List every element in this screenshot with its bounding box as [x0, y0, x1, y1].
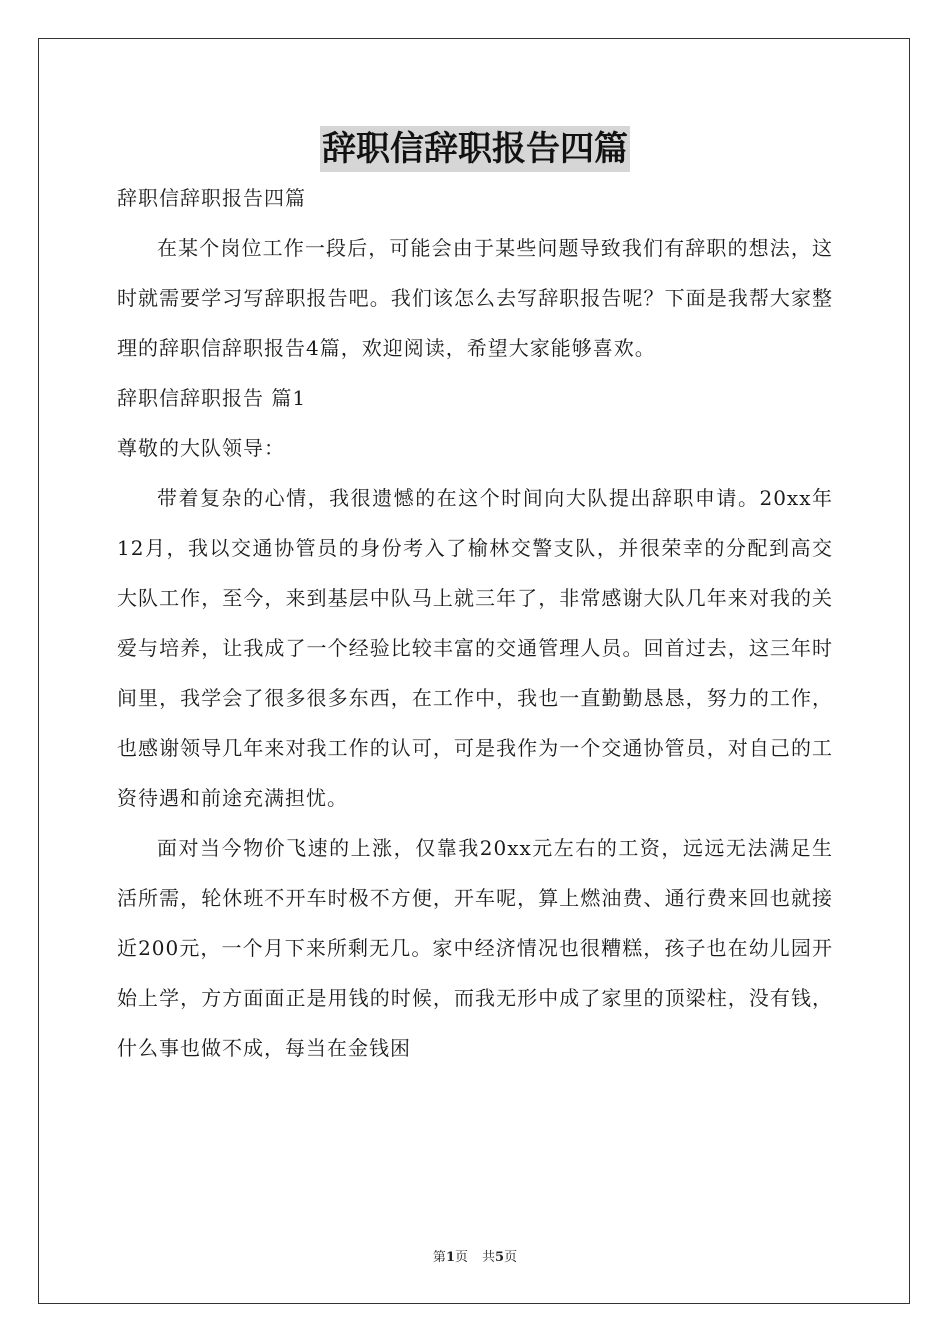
- page-current: 1: [445, 1250, 455, 1265]
- page-suffix: 页: [454, 1250, 468, 1265]
- page-prefix: 第: [432, 1250, 446, 1265]
- section-heading: 辞职信辞职报告 篇1: [117, 386, 307, 410]
- total-suffix: 页: [504, 1250, 518, 1265]
- document-title: 辞职信辞职报告四篇: [320, 126, 630, 172]
- document-subtitle: 辞职信辞职报告四篇: [117, 186, 306, 210]
- body-paragraph-1: 带着复杂的心情，我很遗憾的在这个时间向大队提出辞职申请。20xx年12月，我以交通协管员的身份考入了榆林交警支队，并很荣幸的分配到高交大队工作，至今，来到基层中队马上就三年了，非常感谢大队几年来对我的关爱与培养，让我成了一个经验比较丰富的交通管理人员。回首过去，这三年时间里，我学会了很多很多东西，在工作中，我也一直勤勤恳恳，努力的工作，也感谢领导几年来对我工作的认可，可是我作为一个交通协管员，对自己的工资待遇和前途充满担忧。: [117, 486, 833, 810]
- page-footer: [0, 1246, 950, 1265]
- title-container: [0, 126, 950, 172]
- intro-paragraph: 在某个岗位工作一段后，可能会由于某些问题导致我们有辞职的想法，这时就需要学习写辞职报告吧。我们该怎么去写辞职报告呢？下面是我帮大家整理的辞职信辞职报告4篇，欢迎阅读，希望大家能够喜欢。: [117, 236, 833, 360]
- body-paragraph-2: 面对当今物价飞速的上涨，仅靠我20xx元左右的工资，远远无法满足生活所需，轮休班不开车时极不方便，开车呢，算上燃油费、通行费来回也就接近200元，一个月下来所剩无几。家中经济情况也很糟糕，孩子也在幼儿园开始上学，方方面面正是用钱的时候，而我无形中成了家里的顶梁柱，没有钱，什么事也做不成，每当在金钱困: [117, 836, 833, 1060]
- total-prefix: 共: [482, 1250, 496, 1265]
- document-body: [117, 173, 833, 1073]
- page-total: 5: [495, 1250, 505, 1265]
- salutation: 尊敬的大队领导：: [117, 436, 285, 460]
